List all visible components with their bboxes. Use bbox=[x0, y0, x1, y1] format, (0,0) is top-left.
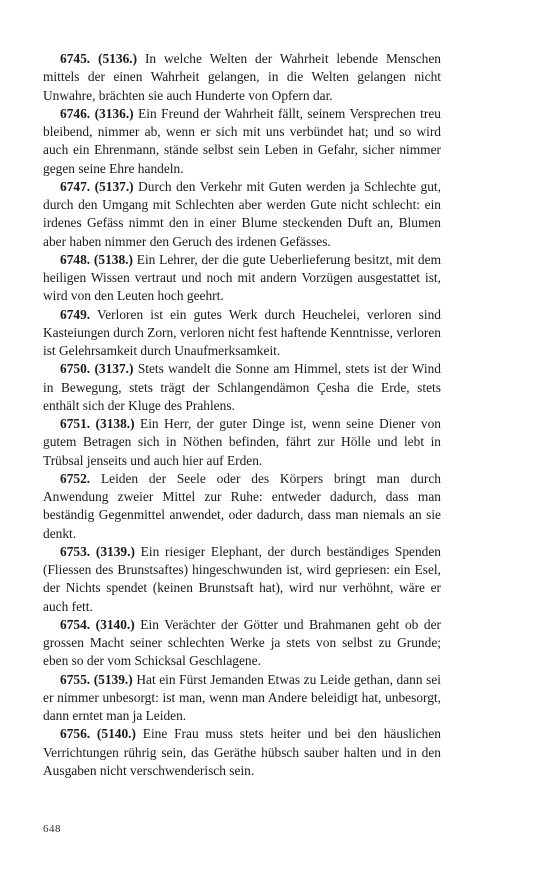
entry-6754 bbox=[43, 616, 441, 671]
entry-number: 6752. bbox=[60, 470, 91, 486]
entry-6750 bbox=[43, 360, 441, 415]
entry-text: Ein riesiger Elephant, der durch beständiges Spenden (Fliessen des Brunstsaftes) hingeschwunden ist, wird gepriesen: ein Esel, der Nichts spendet (keinen Brunstsaft hat), wird nur verhöhnt, wäre er auch fett. bbox=[43, 543, 441, 614]
entry-6748 bbox=[43, 251, 441, 306]
entry-number: 6746. (3136.) bbox=[60, 105, 134, 121]
entry-text: Hat ein Fürst Jemanden Etwas zu Leide gethan, dann sei er nimmer unbesorgt: ist man, wenn man Andere beleidigt hat, unbesorgt, dann erntet man ja Leiden. bbox=[43, 671, 441, 723]
entry-6747 bbox=[43, 178, 441, 251]
entry-text: Eine Frau muss stets heiter und bei den häuslichen Verrichtungen rührig sein, das Geräthe hübsch sauber halten und in den Ausgaben nicht verschwenderisch sein. bbox=[43, 726, 441, 778]
entry-number: 6747. (5137.) bbox=[60, 178, 134, 194]
entry-6755 bbox=[43, 671, 441, 726]
entry-number: 6745. (5136.) bbox=[60, 51, 138, 66]
entry-text: Stets wandelt die Sonne am Himmel, stets ist der Wind in Bewegung, stets trägt der Schlangendämon Çesha die Erde, stets enthält sich der Kluge des Prahlens. bbox=[43, 361, 441, 413]
entry-number: 6755. (5139.) bbox=[60, 671, 133, 687]
entry-6751 bbox=[43, 415, 441, 470]
entry-number: 6749. bbox=[60, 306, 91, 322]
entry-text: Leiden der Seele oder des Körpers bringt man durch Anwendung zweier Mittel zur Ruhe: entweder dadurch, dass man beständig Gegenmittel anwendet, oder dadurch, dass man niemals an sie denkt. bbox=[43, 470, 441, 541]
entry-6749 bbox=[43, 306, 441, 361]
entry-text: Ein Verächter der Götter und Brahmanen geht ob der grossen Macht seiner schlechten Werke ja stets von selbst zu Grunde; eben so der vom Schicksal Geschlagene. bbox=[43, 616, 441, 669]
entry-text: Ein Freund der Wahrheit fällt, seinem Versprechen treu bleibend, nimmer ab, wenn er sich mit uns verbündet hat; und so wird auch ein Ehrenmann, stände selbst sein Leben in Gefahr, sicher nimmer gegen seine Ehre handeln. bbox=[43, 105, 442, 176]
entry-6752 bbox=[43, 470, 441, 543]
entry-text: Durch den Verkehr mit Guten werden ja Schlechte gut, durch den Umgang mit Schlechten aber werden Gute nicht schlecht: ein irdenes Gefäss nimmt den in einer Blume steckenden Duft an, Blumen aber haben nimmer den Geruch des irdenen Gefässes. bbox=[43, 178, 441, 249]
entry-text: Verloren ist ein gutes Werk durch Heuchelei, verloren sind Kasteiungen durch Zorn, verloren nicht fest haftende Kenntnisse, verloren ist Gelehrsamkeit durch Unaufmerksamkeit. bbox=[43, 306, 441, 358]
entry-number: 6756. (5140.) bbox=[60, 726, 136, 742]
entry-number: 6748. (5138.) bbox=[60, 251, 133, 267]
entry-number: 6751. (3138.) bbox=[60, 416, 135, 431]
entry-6756 bbox=[43, 725, 441, 780]
entry-text: Ein Lehrer, der die gute Ueberlieferung besitzt, mit dem heiligen Wissen vertraut und noch mit andern Vorzügen ausgestattet ist, wird von den Leuten hoch geehrt. bbox=[43, 251, 441, 304]
entry-text: In welche Welten der Wahrheit lebende Menschen mittels der einen Wahrheit gelangen, in die Welten gelangen nicht Unwahre, brächten sie auch Hunderte von Opfern dar. bbox=[43, 51, 441, 103]
entry-6753 bbox=[43, 543, 441, 616]
entry-number: 6753. (3139.) bbox=[60, 543, 135, 559]
page-number: 648 bbox=[43, 823, 61, 835]
entry-number: 6750. (3137.) bbox=[60, 361, 134, 377]
page-body bbox=[43, 50, 441, 780]
entry-6746 bbox=[43, 105, 441, 178]
entry-text: Ein Herr, der guter Dinge ist, wenn seine Diener von gutem Betragen sich in Nöthen befinden, fährt zur Hölle und lebt in Trübsal jenseits und auch hier auf Erden. bbox=[43, 416, 441, 468]
entry-6745 bbox=[43, 50, 441, 105]
entry-number: 6754. (3140.) bbox=[60, 616, 135, 632]
